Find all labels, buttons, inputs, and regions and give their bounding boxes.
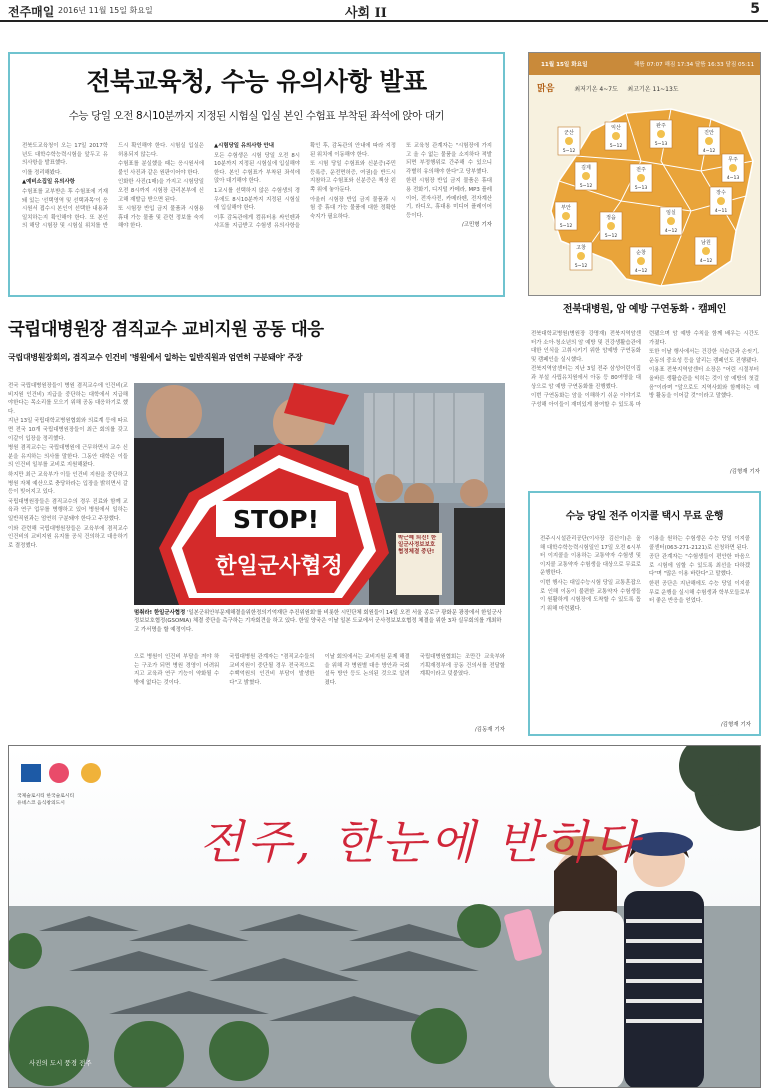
jeonbuk-map (531, 101, 760, 293)
city-temp: 4~12 (634, 269, 648, 274)
city-temp: 5~12 (579, 184, 593, 189)
masthead (0, 0, 768, 22)
headline: 전북교육청, 수능 유의사항 발표 (86, 67, 427, 96)
sun-icon (637, 174, 645, 182)
city-forecast (722, 154, 744, 182)
city-forecast (698, 127, 720, 155)
city-forecast (575, 162, 597, 190)
paragraph: 모든 수험생은 시험 당일 오전 8시10분까지 지정된 시험실에 입실해야 한다. 본인 수험표가 부착된 좌석에 앉아 대기해야 한다. (214, 152, 300, 185)
jeonju-tourism-ad (8, 745, 761, 1088)
paragraph: 또한 이날 행사에서는 건강한 식습관과 손씻기, 운동의 중요성 등을 알리는 캠페인도 진행됐다. (649, 349, 759, 364)
sun-icon (729, 164, 737, 172)
city-forecast (630, 247, 652, 275)
city-forecast (605, 122, 627, 150)
city-name: 익산 (611, 125, 621, 131)
city-name: 전주 (636, 167, 646, 173)
city-temp: 5~12 (609, 144, 623, 149)
headline: 국립대병원장 겸직교수 교비지원 공동 대응 (8, 320, 324, 340)
city-temp: 5~12 (574, 264, 588, 269)
weather-date: 11월 15일 화요일 (541, 62, 588, 68)
condition: 맑음 (537, 84, 555, 94)
city-temp: 4~13 (726, 176, 740, 181)
ad-photo-caption: 사진의 도시 풍경 전주 (29, 1059, 92, 1067)
afternoon-temp: 최고기온 11~13도 (627, 86, 679, 93)
paragraph: 이번 구연동화는 암을 이해하기 쉬운 이야기로 구성해 아이들이 재미있게 참여할 수 있도록 마련됐으며 암 예방 수칙을 함께 배우는 시간도 가졌다. (531, 331, 759, 408)
article-body-bottom (134, 653, 505, 723)
slowcity-icon (49, 763, 69, 783)
paragraph: 국립대병원 관계자는 "겸직교수들의 교비지원이 중단될 경우 전국적으로 수백억원의 인건비 부담이 발생한다"고 밝혔다. (229, 654, 315, 686)
city-name: 진안 (704, 130, 714, 136)
subhead: 국립대병원장회의, 겸직교수 인건비 '병원에서 일하는 일반직원과 엄연히 구분돼야' 주장 (8, 353, 303, 362)
city-temp: 4~12 (664, 229, 678, 234)
sun-icon (702, 247, 710, 255)
sun-icon (657, 130, 665, 138)
headline: 수능 당일 전주 이지콜 택시 무료 운행 (565, 511, 724, 522)
city-forecast (660, 207, 682, 235)
sun-icon (705, 137, 713, 145)
city-name: 고창 (576, 245, 586, 251)
paragraph: 한편 공단은 지난해에도 수능 당일 이지콜 무료 운행을 실시해 수험생과 학부모들로부터 좋은 반응을 얻었다. (649, 580, 750, 605)
sign-text: STOP! (232, 505, 320, 534)
sun-icon (667, 217, 675, 225)
city-forecast (710, 187, 732, 215)
city-temp: 5~12 (559, 224, 573, 229)
paragraph: 수험표를 분실했을 때는 응시원서에 붙인 사진과 같은 원판이어야 한다. (118, 161, 204, 176)
sun-icon (717, 197, 725, 205)
paragraph: 이용표 전북지역암센터 소장은 "어린 시절부터 올바른 생활습관을 익히는 것이 암 예방의 첫걸음"이라며 "앞으로도 지역사회와 함께하는 예방 활동을 이어갈 것"이라고 말했다. (649, 367, 759, 400)
caption-title: 멈춰라! 한일군사협정 (134, 610, 186, 616)
city-name: 순창 (636, 250, 646, 256)
sun-icon (562, 212, 570, 220)
byline: /고민형 기자 (461, 222, 492, 229)
paragraph: 전주시시설관리공단(이사장 김신이)은 올해 대학수학능력시험일인 17일 오전 6시부터 이지콜을 이용하는 교통약자 수험생 및 이지콜 교통약자 수험생을 대상으로 무료로 운행한다. (540, 536, 641, 577)
byline: /김형재 기자 (720, 722, 751, 728)
jeonju-emblem-icon (81, 763, 101, 783)
city-forecast (570, 242, 592, 270)
org-name: 국제슬로시티 한국슬로시티 (17, 794, 75, 799)
paragraph: 전북도교육청이 오는 17일 2017학년도 대학수학능력시험을 앞두고 유의사항을 발표했다. (22, 143, 108, 167)
paragraph: 으로 병원이 인건비 부담을 져야 하는 구조가 되면 병원 경영이 어려워지고 교육과 연구 기능이 약화될 수밖에 없다는 것이다. (134, 654, 220, 686)
section-title: 사회 II (345, 6, 387, 21)
sun-icon (565, 137, 573, 145)
paragraph: 또 시험장 반입 금지 물품과 시험용 휴대 가능 물품 및 관련 정보를 숙지해야 한다. (118, 206, 204, 230)
paragraph: 지난 13일 국립대학교병원협회와 의료계 등에 따르면 전국 10개 국립대병원장들이 최근 회의를 갖고 이같이 입장을 정리했다. (8, 418, 128, 442)
paragraph: 또 시험 당일 수험표와 신분증(주민등록증, 운전면허증, 여권)을 반드시 지참하고 수험표와 신분증은 책상 왼쪽 위에 놓아둔다. (310, 161, 396, 193)
city-name: 장수 (716, 190, 726, 196)
city-temp: 4~12 (702, 149, 716, 154)
city-name: 남원 (701, 240, 711, 246)
city-name: 군산 (564, 130, 574, 136)
sun-info: 해뜸 07:07 해짐 17:34 달뜸 16:33 달짐 05:11 (634, 62, 755, 68)
city-name: 부안 (561, 205, 571, 211)
paragraph: 국립대병원협회는 조만간 교육부와 기획재정부에 공동 건의서를 전달할 계획이라고 덧붙였다. (419, 654, 505, 678)
paragraph: 이후 감독관에게 컴퓨터용 싸인펜과 샤프를 지급받고 수험생 유의사항을 확인 후, 감독관의 안내에 따라 지정된 위치에 이동해야 한다. (214, 143, 396, 230)
paragraph: 또 교육청 관계자는 "시험장에 가지고 올 수 없는 물품을 소지하다 적발되면 부정행위로 간주해 수 있으니 각별히 유의해야 한다"고 당부했다. (406, 143, 492, 175)
page-number: 5 (750, 1, 760, 17)
city-forecast (695, 237, 717, 265)
article-body (22, 142, 492, 292)
paragraph: 전국 국립대병원장들이 병원 겸직교수에 인건비(교비지원 인건비) 지급을 중단하는 대학에서 지급해야한다는 목소리를 모으기 위해 공동 대응하기로 했다. (8, 383, 128, 415)
ad-slogan: 전주, 한눈에 반하다 (199, 815, 643, 869)
paragraph: 인화한 사진(1매)을 가지고 시험당일 오전 8시까지 시험장 관리본부에 신고해 재발급 받으면 된다. (118, 179, 204, 203)
paragraph: 하지만 최근 교육부가 이들 인건비 지원을 중단하고 병원 자체 예산으로 충당하라는 입장을 밝히면서 갈등이 빚어지고 있다. (8, 471, 128, 496)
subheading: ▲시험당일 유의사항 안내 (214, 143, 274, 149)
city-name: 정읍 (606, 215, 616, 221)
unesco-icon (21, 764, 41, 782)
morning-temp: 최저기온 4~7도 (574, 86, 618, 93)
city-name: 무주 (728, 157, 738, 163)
org-names (17, 794, 74, 807)
paragraph: 국립대병원장들은 겸직교수의 경우 진료와 함께 교육과 연구 업무를 병행하고 있어 병원에서 일하는 일반직원과는 엄연히 구분돼야 한다고 주장했다. (8, 498, 128, 522)
sign-text-2: 한일군사협정 (215, 554, 343, 579)
subheading: ▲예비소집일 유의사항 (22, 179, 75, 186)
paragraph: 이날 회의에서는 교비지원 문제 해결을 위해 각 병원별 대응 방안과 국회 설득 방안 등도 논의된 것으로 알려졌다. (324, 654, 410, 686)
article-body (540, 535, 750, 715)
byline: /김형재 기자 (729, 469, 760, 475)
sun-icon (637, 257, 645, 265)
byline: /김동재 기자 (474, 727, 505, 733)
paragraph: 병원 겸직교수는 국립대병원에 근무하면서 교수 신분을 유지하는 의사를 말한다. 그동안 대학은 이들의 인건비 일부를 교비로 지원해왔다. (8, 445, 128, 469)
paragraph: 수험표를 교부받은 후 수험표에 기재돼 있는 '선택영역 및 선택과목'이 응시원서 접수시 본인이 선택한 내용과 일치하는지 확인해야 한다. 또 본인의 해당 시험장 및 시험실 위치를 반드시 확인해야 한다. 시험실 입실은 허용되지 않는다. (22, 143, 204, 230)
sun-icon (607, 222, 615, 230)
paragraph: 1교시를 선택하지 않은 수험생의 경우에도 8시10분까지 지정된 시험실에 입실해야 한다. (214, 187, 300, 212)
photo-caption (134, 609, 505, 645)
city-temp: 5~12 (604, 234, 618, 239)
issue-date: 2016년 11월 15일 화요일 (58, 6, 153, 15)
sun-icon (582, 172, 590, 180)
placard-text: 박근혜 퇴진! 한일군사정보보호협정체결 중단! (398, 535, 437, 555)
paragraph: 이를 정리해봤다. (22, 169, 62, 176)
city-temp: 4~11 (714, 209, 728, 214)
paragraph: 이와 관련해 국립대병원장들은 교육부에 겸직교수 인건비의 교비지원 유지를 공식 건의하고 대응하기로 결정했다. (8, 525, 128, 549)
weather-box (528, 52, 761, 296)
paragraph: 아울러 시험장 반입 금지 물품과 시험 중 휴대 가능 물품에 대한 정확한 숙지가 필요하다. (310, 196, 396, 220)
org-logos (21, 760, 131, 792)
city-temp: 5~13 (634, 186, 648, 191)
city-forecast (555, 202, 577, 230)
paragraph: 한편 시험장 반입 금지 물품은 휴대용 전화기, 디지털 카메라, MP3 플레이어, 전자사전, 카메라펜, 전자계산기, 라디오, 휴대용 미디어 플레이어 등이다. (406, 178, 492, 219)
headline: 전북대병원, 암 예방 구연동화 · 캠페인 (562, 304, 727, 315)
ad-background (9, 746, 761, 1088)
paragraph: 이용을 원하는 수험생은 수능 당일 이지콜 콜센터(063-271-2121)로 신청하면 된다. (649, 536, 750, 551)
city-temp: 5~13 (654, 142, 668, 147)
city-forecast (558, 127, 580, 155)
story-exam-guidelines (8, 52, 505, 297)
paper-name: 전주매일 (8, 5, 55, 19)
caption-body: '일본군위안부문제해결을위한정의기억재단 추진위원회'를 비롯한 시민단체 회원들이 14일 오전 서울 종로구 광화문 광장에서 한일군사정보보호협정(GSOMIA) 체결 중단을 촉구하는 기자회견을 하고 있다. 한일 양국은 이날 일본 도쿄에서 군사정보보호협정 체결을 위한 3차 실무회의를 개최하고 가서명을 할 예정이다. (134, 610, 502, 633)
subhead: 수능 당일 오전 8시10분까지 지정된 시험실 입실 본인 수험표 부착된 좌석에 앉아 대기 (68, 110, 445, 122)
city-forecast (630, 164, 652, 192)
weather-header (529, 53, 760, 75)
city-name: 임실 (666, 210, 676, 216)
paragraph: 전북대학교병원(병원장 강명재) 전북지역암센터가 소아·청소년의 암 예방 및 건강생활습관에 대한 인식을 고취시키기 위한 암예방 구연동화 및 캠페인을 실시했다. (531, 331, 641, 363)
city-forecast (600, 212, 622, 240)
protest-photo (134, 383, 505, 605)
city-forecast (650, 120, 672, 148)
city-temp: 4~12 (699, 259, 713, 264)
weather-summary (537, 81, 679, 94)
city-name: 완주 (656, 123, 666, 129)
city-name: 김제 (581, 165, 591, 171)
story-free-taxi (528, 491, 761, 736)
city-temp: 5~12 (562, 149, 576, 154)
org-name: 유네스코 음식창의도시 (17, 800, 65, 806)
sun-icon (577, 252, 585, 260)
paragraph: 전북지역암센터는 지난 3일 전주 삼성어린이집과 부설 사립유치원에서 아동 등 80여명을 대상으로 암 예방 구연동화를 진행했다. (531, 366, 641, 390)
paragraph: 이번 행사는 대입수능시험 당일 교통혼잡으로 인해 이동이 불편한 교통약자 수험생들이 원활하게 시험장에 도착할 수 있도록 돕기 위해 마련됐다. (540, 579, 641, 612)
sun-icon (612, 132, 620, 140)
article-body-left (8, 382, 128, 724)
article-body (531, 330, 759, 470)
paragraph: 공단 관계자는 "수험생들이 편안한 마음으로 시험에 임할 수 있도록 최선을 다하겠다"며 "많은 이용 바란다"고 말했다. (649, 554, 750, 578)
